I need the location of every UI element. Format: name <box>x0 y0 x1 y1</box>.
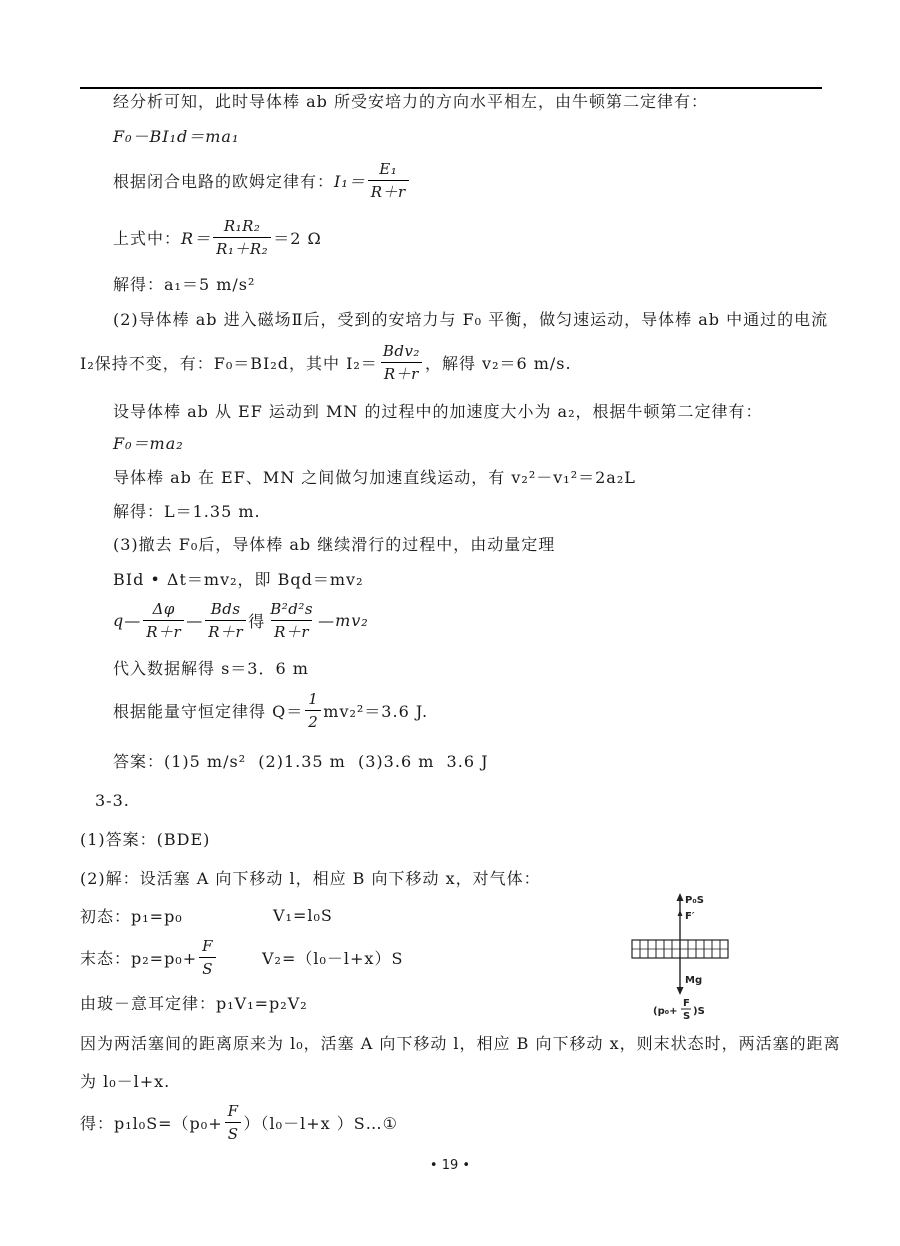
answer-part1: (1)答案：(BDE) <box>80 829 211 849</box>
text-line-kinematics: 导体棒 ab 在 EF、MN 之间做匀加速直线运动，有 v₂²－v₁²＝2a₂L <box>113 467 636 487</box>
fraction <box>305 688 321 733</box>
equation-momentum-theorem: BId • Δt＝mv₂，即 Bqd＝mv₂ <box>113 569 364 589</box>
equation-result: —mv₂ <box>318 610 369 630</box>
fraction <box>213 215 271 260</box>
fraction-numerator: B²d²s <box>270 599 314 618</box>
fraction <box>368 158 409 203</box>
page-number: • 19 • <box>429 1158 471 1173</box>
f-prime-arrowhead <box>678 910 683 916</box>
equation-word: 得 <box>248 611 266 631</box>
text-line-acceleration: 设导体棒 ab 从 EF 运动到 MN 的过程中的加速度大小为 a₂，根据牛顿第二定律有： <box>113 401 763 421</box>
text-line-part3: (3)撤去 F₀后，导体棒 ab 继续滑行的过程中，由动量定理 <box>113 534 556 554</box>
equation-lhs: q— <box>113 610 142 630</box>
fraction-numerator: F <box>227 1101 239 1120</box>
equation-1 <box>80 1096 398 1148</box>
fraction <box>199 935 216 980</box>
label-bottom-right: )S <box>693 1006 705 1017</box>
equation-text: 根据能量守恒定律得 Q＝ <box>113 701 304 721</box>
equation-lhs: R＝ <box>181 228 212 248</box>
equation-text: I₂保持不变，有：F₀＝BI₂d，其中 I₂＝ <box>80 353 378 373</box>
label-p0s: P₀S <box>685 895 704 906</box>
text-line-1: 经分析可知，此时导体棒 ab 所受安培力的方向水平相左，由牛顿第二定律有： <box>113 91 708 111</box>
equation-result: ）（l₀－l+x ）S…① <box>243 1113 399 1133</box>
fraction-denominator: R＋r <box>381 362 422 385</box>
fraction-denominator: R₁＋R₂ <box>213 237 271 260</box>
equation-energy <box>113 684 428 736</box>
equation-f0: F₀＝ma₂ <box>113 433 184 453</box>
initial-state-pressure: 初态：p₁=p₀ <box>80 906 183 926</box>
fraction-denominator: S <box>199 957 216 980</box>
result-length: 解得：L＝1.35 m. <box>113 501 261 521</box>
upward-arrowhead <box>677 893 684 901</box>
equation-result: ＝2 Ω <box>273 228 322 248</box>
fraction-denominator: 2 <box>305 710 321 733</box>
downward-arrowhead <box>677 987 684 995</box>
equation-lhs: I₁＝ <box>334 171 366 191</box>
fraction-numerator: Bds <box>210 599 241 618</box>
equation-ohm-law <box>113 154 411 206</box>
fraction-numerator: Bdv₂ <box>382 341 420 360</box>
text-line-distance: 因为两活塞间的距离原来为 l₀，活塞 A 向下移动 l，相应 B 向下移动 x，则末状态时，两活塞的距离 <box>80 1033 841 1053</box>
label-bottom-denominator: S <box>683 1011 691 1022</box>
fraction <box>380 340 423 385</box>
fraction-denominator: R＋r <box>205 620 246 643</box>
piston-force-diagram <box>625 890 740 1022</box>
equation-text: 末态：p₂=p₀+ <box>80 948 198 968</box>
fraction-numerator: 1 <box>308 689 319 708</box>
equation-label: 根据闭合电路的欧姆定律有： <box>113 171 335 191</box>
equation-newton-second-law: F₀－BI₁d＝ma₁ <box>113 126 240 146</box>
fraction-denominator: R＋r <box>368 180 409 203</box>
equation-label: 上式中： <box>113 228 182 248</box>
final-state-pressure <box>80 931 218 983</box>
boyle-law: 由玻－意耳定律：p₁V₁=p₂V₂ <box>80 993 308 1013</box>
fraction-numerator: R₁R₂ <box>223 216 261 235</box>
equation-result: ，解得 v₂＝6 m/s. <box>424 353 572 373</box>
equation-text: 得：p₁l₀S=（p₀+ <box>80 1113 223 1133</box>
fraction <box>205 598 246 643</box>
result-a1: 解得：a₁＝5 m/s² <box>113 274 256 294</box>
result-distance: 代入数据解得 s＝3．6 m <box>113 658 309 678</box>
section-heading: 3-3. <box>95 790 130 810</box>
fraction-denominator: S <box>225 1122 242 1145</box>
equation-current-i2 <box>80 336 572 388</box>
fraction <box>225 1100 242 1145</box>
equation-parallel-resistance <box>113 211 322 263</box>
fraction-denominator: R＋r <box>143 620 184 643</box>
text-line-distance-cont: 为 l₀－l+x. <box>80 1071 171 1091</box>
fraction-numerator: Δφ <box>152 599 175 618</box>
fraction-denominator: R＋r <box>271 620 312 643</box>
fraction-numerator: E₁ <box>379 159 398 178</box>
fraction-numerator: F <box>202 936 214 955</box>
label-bottom-numerator: F <box>683 998 690 1009</box>
final-state-volume: V₂=（l₀－l+x）S <box>262 948 404 968</box>
label-f-prime: F′ <box>685 911 695 922</box>
equation-result: mv₂²＝3.6 J. <box>323 701 429 721</box>
fraction <box>267 598 316 643</box>
answer-summary: 答案：(1)5 m/s² (2)1.35 m (3)3.6 m 3.6 J <box>113 751 489 771</box>
initial-state-volume: V₁=l₀S <box>273 905 333 925</box>
equation-charge <box>113 594 369 646</box>
text-line-part2: (2)导体棒 ab 进入磁场Ⅱ后，受到的安培力与 F₀ 平衡，做匀速运动，导体棒 ab 中通过的电流 <box>113 309 829 329</box>
label-bottom-left: (p₀+ <box>653 1006 678 1017</box>
equation-operator: — <box>186 610 204 630</box>
text-line-part2-setup: (2)解：设活塞 A 向下移动 l，相应 B 向下移动 x，对气体： <box>80 868 541 888</box>
label-mg: Mg <box>685 975 703 986</box>
fraction <box>143 598 184 643</box>
